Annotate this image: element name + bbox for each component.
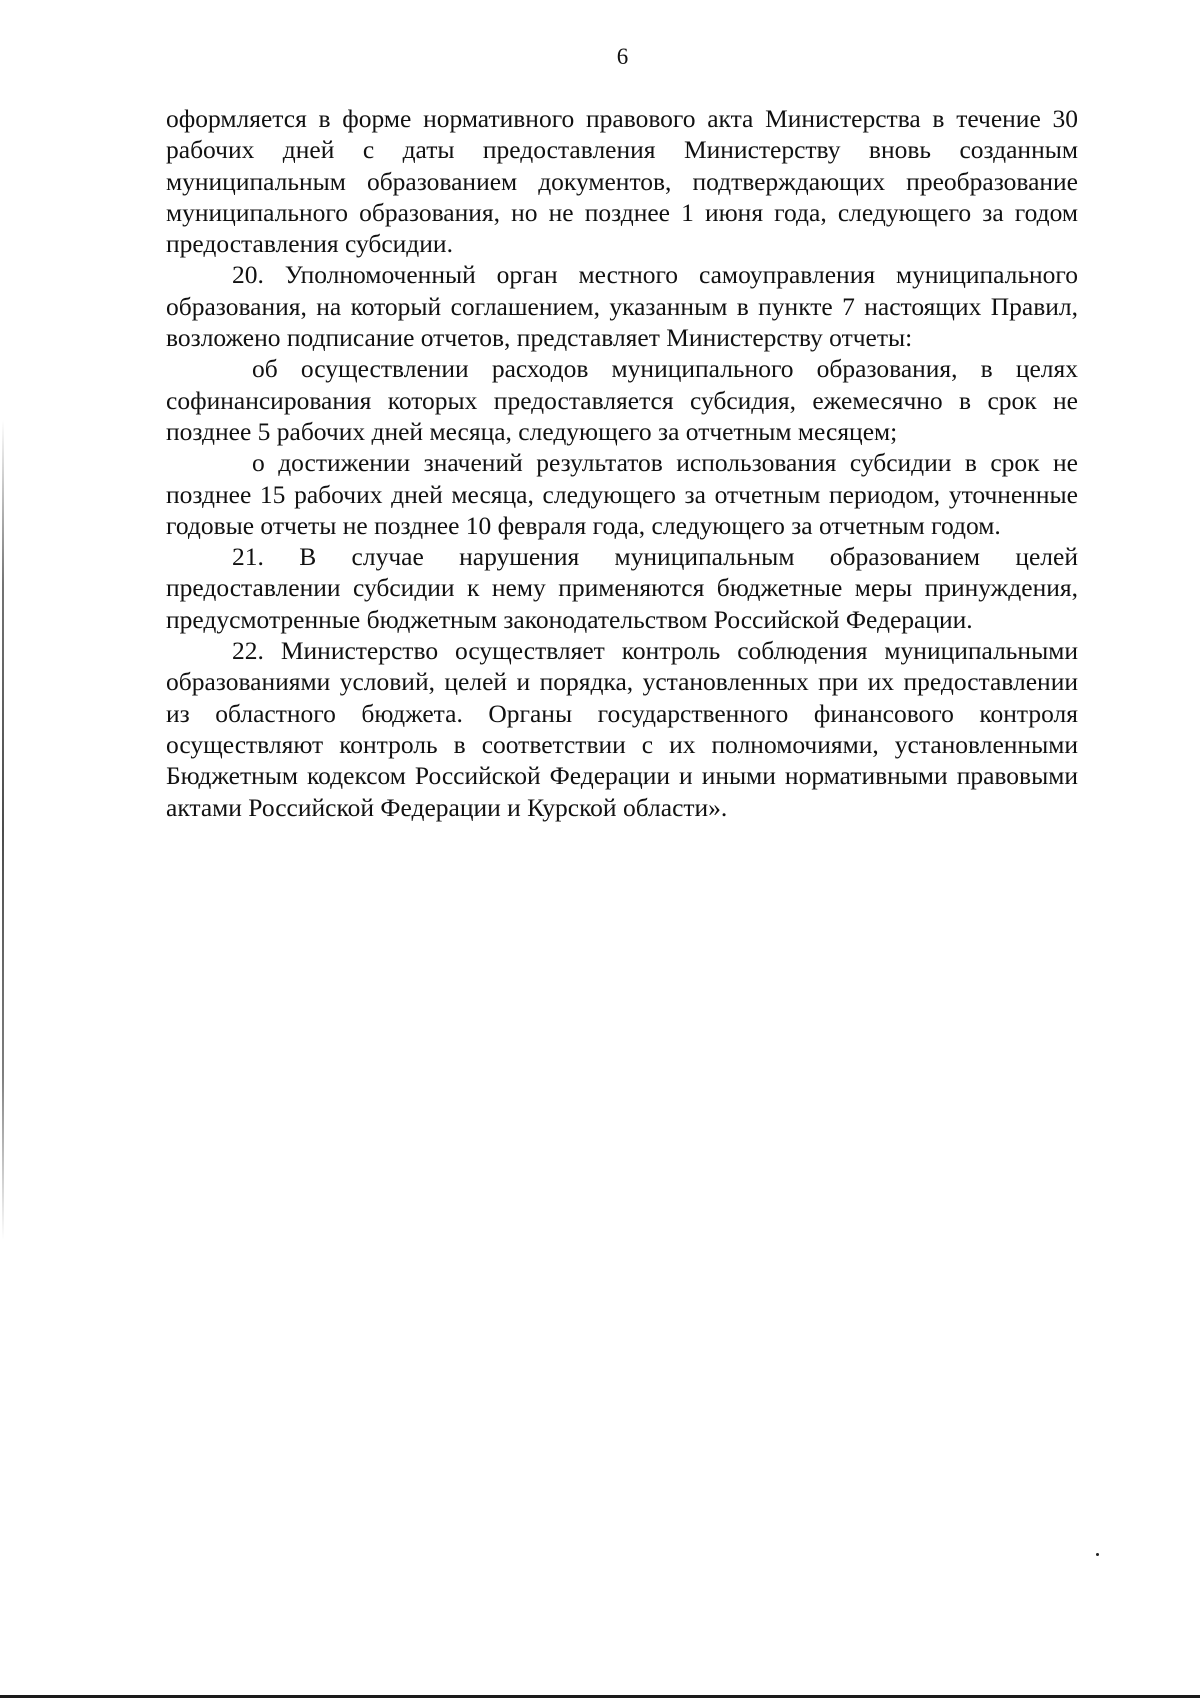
paragraph-22: 22. Министерство осуществляет контроль соблюдения муниципальными образованиями условий, целей и порядка, установленных при их предоставлении из областного бюджета. Органы государственного финансового контроля осуществляют контроль в соответствии с их полномочиями, установленными Бюджетным кодексом Российской Федерации и иными нормативными правовыми актами Российской Федерации и Курской области». bbox=[166, 636, 1078, 822]
paragraph-continuation: оформляется в форме нормативного правового акта Министерства в течение 30 рабочих дней с даты предоставления Министерству вновь созданным муниципальным образованием документов, подтверждающих преобразование муниципального образования, но не позднее 1 июня года, следующего за годом предоставления субсидии. bbox=[166, 104, 1078, 259]
page-number: 6 bbox=[616, 44, 629, 69]
document-body bbox=[166, 103, 1078, 823]
scan-edge-line-left bbox=[2, 420, 4, 1240]
paragraph-21: 21. В случае нарушения муниципальным образованием целей предоставлении субсидии к нему применяются бюджетные меры принуждения, предусмотренные бюджетным законодательством Российской Федерации. bbox=[166, 542, 1078, 634]
paragraph-20-results-report: о достижении значений результатов использования субсидии в срок не позднее 15 рабочих дней месяца, следующего за отчетным периодом, уточненные годовые отчеты не позднее 10 февраля года, следующего за отчетным годом. bbox=[166, 448, 1078, 540]
paragraph-20: 20. Уполномоченный орган местного самоуправления муниципального образования, на который соглашением, указанным в пункте 7 настоящих Правил, возложено подписание отчетов, представляет Министерству отчеты: bbox=[166, 260, 1078, 353]
paragraph-20-expenses-report: об осуществлении расходов муниципального образования, в целях софинансирования которых предоставляется субсидия, ежемесячно в срок не позднее 5 рабочих дней месяца, следующего за отчетным месяцем; bbox=[166, 354, 1078, 446]
scan-edge-line-bottom bbox=[0, 1695, 1200, 1698]
scan-speck bbox=[1096, 1553, 1099, 1556]
